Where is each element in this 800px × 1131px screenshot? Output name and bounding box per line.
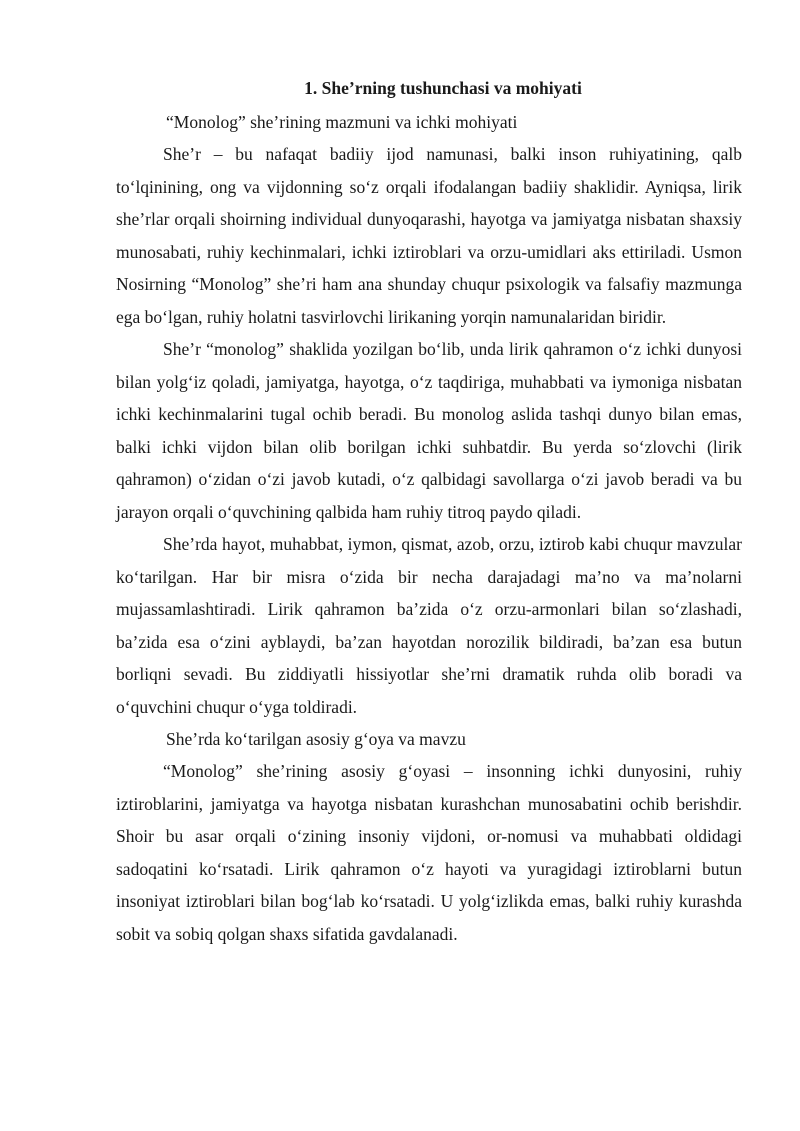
- subheading-monolog-content: “Monolog” she’rining mazmuni va ichki mohiyati: [166, 112, 518, 132]
- paragraph-monolog-form: She’r “monolog” shaklida yozilgan bo‘lib, unda lirik qahramon o‘z ichki dunyosi bilan yolg‘iz qoladi, jamiyatga, hayotga, o‘z taqdiriga, muhabbati va iymoniga nisbatan ichki kechinmalarini tugal ochib beradi. Bu monolog aslida tashqi dunyo bilan emas, balki ichki vijdon bilan olib borilgan ichki suhbatdir. Bu yerda so‘zlovchi (lirik qahramon) o‘zidan o‘zi javob kutadi, o‘z qalbidagi savollarga o‘zi javob beradi va bu jarayon orqali o‘quvchining qalbida ham ruhiy titroq paydo qiladi.: [116, 339, 742, 522]
- section-title: 1. She’rning tushunchasi va mohiyati: [304, 78, 582, 98]
- paragraph-main-idea: “Monolog” she’rining asosiy g‘oyasi – insonning ichki dunyosini, ruhiy iztiroblarini, jamiyatga va hayotga nisbatan kurashchan munosabatini ochib berishdir. Shoir bu asar orqali o‘zining insoniy vijdoni, or-nomusi va muhabbati oldidagi sadoqatini ko‘rsatadi. Lirik qahramon o‘z hayoti va yuragidagi iztiroblarni butun insoniyat iztiroblari bilan bog‘lab ko‘rsatadi. U yolg‘izlikda emas, balki ruhiy kurashda sobit va sobiq qolgan shaxs sifatida gavdalanadi.: [116, 761, 742, 944]
- document-page: [116, 74, 742, 950]
- paragraph-poem-definition: She’r – bu nafaqat badiiy ijod namunasi, balki inson ruhiyatining, qalb to‘lqinining, ong va vijdonning so‘z orqali ifodalangan badiiy shaklidir. Ayniqsa, lirik she’rlar orqali shoirning individual dunyoqarashi, hayotga va jamiyatga nisbatan shaxsiy munosabati, ruhiy kechinmalari, ichki iztiroblari va orzu-umidlari aks ettiriladi. Usmon Nosirning “Monolog” she’ri ham ana shunday chuqur psixologik va falsafiy mazmunga ega bo‘lgan, ruhiy holatni tasvirlovchi lirikaning yorqin namunalaridan biridir.: [116, 144, 742, 327]
- paragraph-themes: She’rda hayot, muhabbat, iymon, qismat, azob, orzu, iztirob kabi chuqur mavzular ko‘tarilgan. Har bir misra o‘zida bir necha darajadagi ma’no va ma’nolarni mujassamlashtiradi. Lirik qahramon ba’zida o‘z orzu-armonlari bilan so‘zlashadi, ba’zida esa o‘zini ayblaydi, ba’zan hayotdan norozilik bildiradi, ba’zan esa butun borliqni sevadi. Bu ziddiyatli hissiyotlar she’rni dramatik ruhda olib boradi va o‘quvchini chuqur o‘yga toldiradi.: [116, 534, 742, 717]
- subheading-main-idea: She’rda ko‘tarilgan asosiy g‘oya va mavzu: [166, 729, 466, 749]
